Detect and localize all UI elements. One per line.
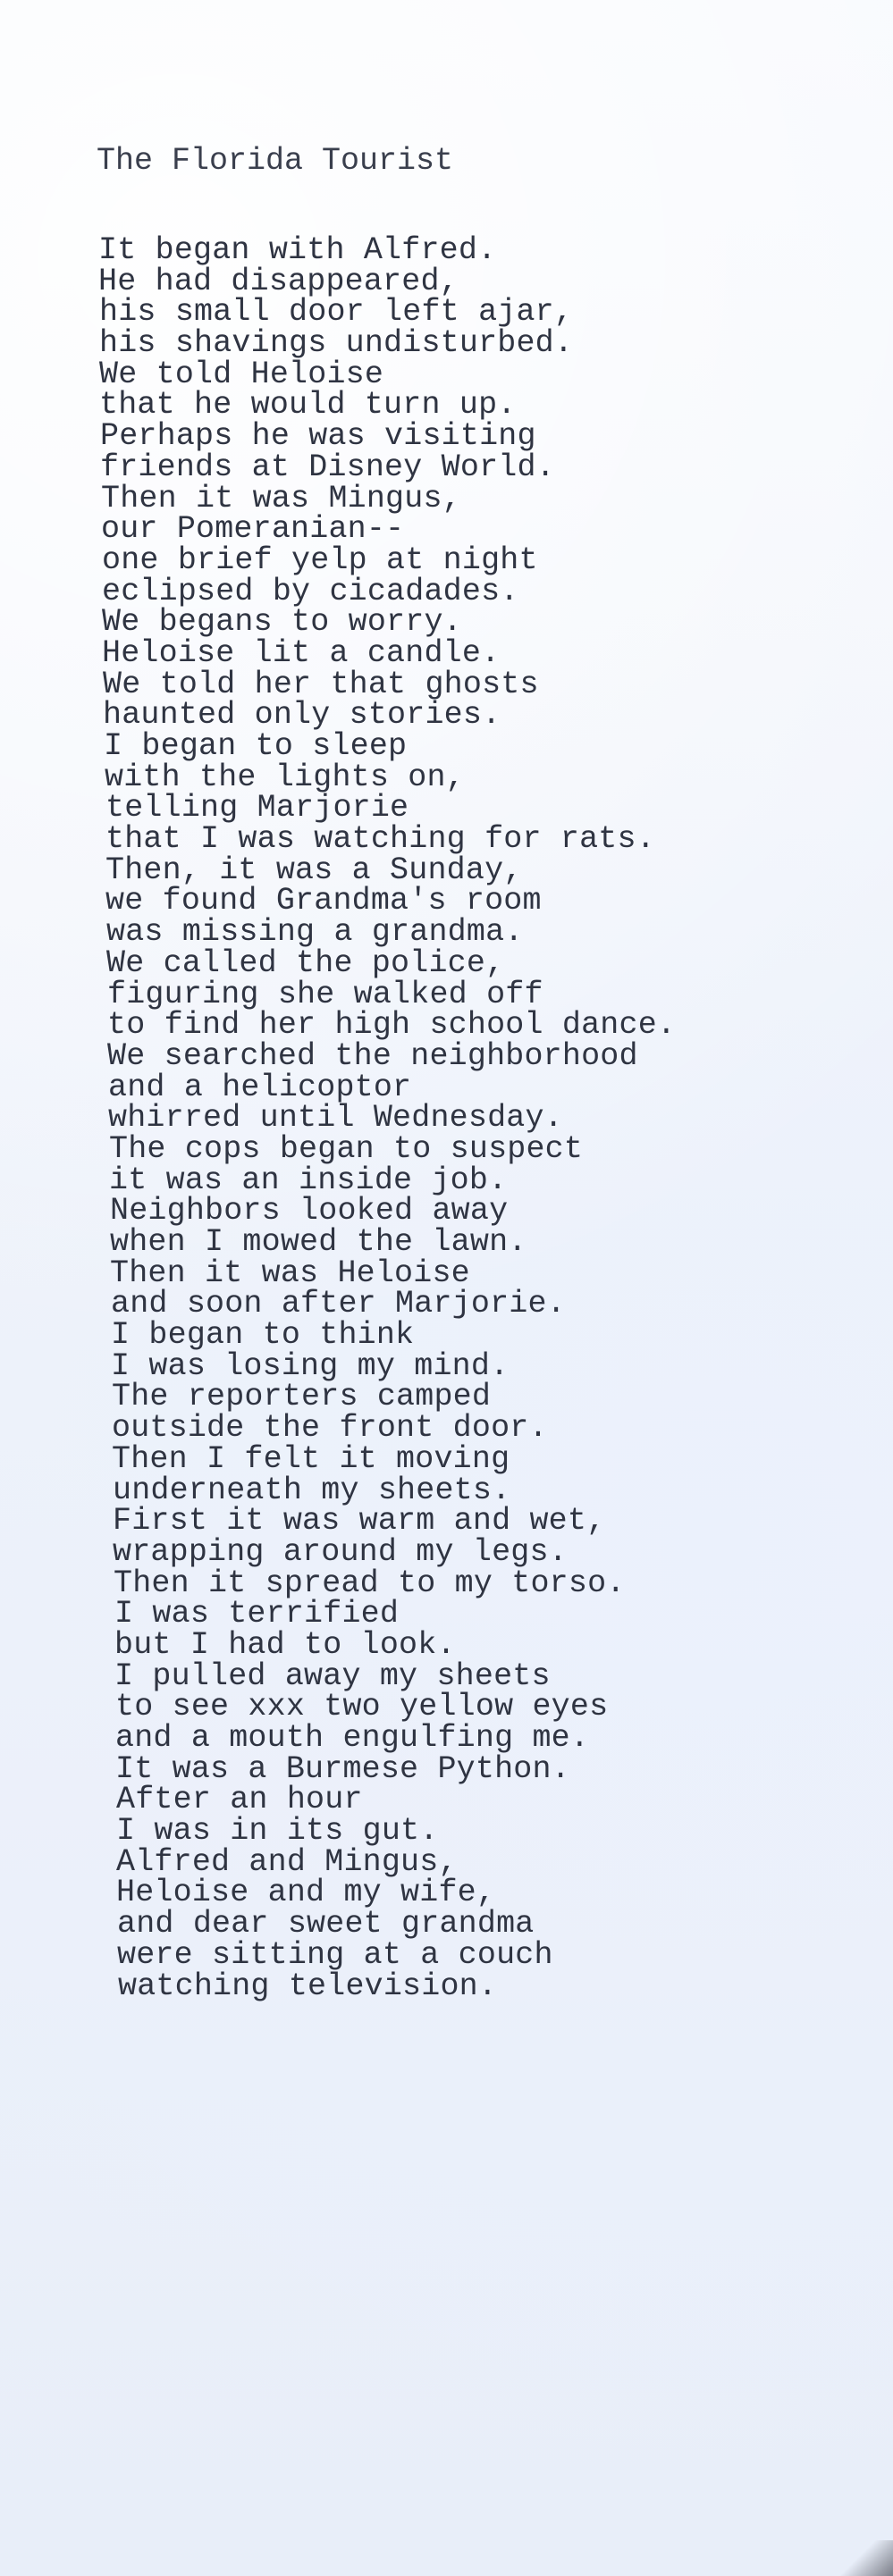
poem-line: Then I felt it moving	[112, 1440, 510, 1477]
poem-line: It was a Burmese Python.	[115, 1750, 570, 1787]
poem-line: Neighbors looked away	[110, 1193, 509, 1229]
poem-line: Then it was Mingus,	[101, 480, 461, 516]
poem-line: I began to think	[111, 1317, 415, 1354]
poem-body	[98, 232, 677, 2004]
poem-line: haunted only stories.	[103, 697, 501, 734]
poem-line: our Pomeranian--	[101, 511, 405, 548]
poem-line: with the lights on,	[105, 759, 465, 795]
poem-line: We told her that ghosts	[103, 666, 539, 702]
poem-line: friends at Disney World.	[100, 449, 555, 485]
poem-line: He had disappeared,	[98, 263, 459, 299]
poem-line: Perhaps he was visiting	[100, 418, 536, 455]
poem-line: when I mowed the lawn.	[110, 1224, 527, 1260]
poem-line: eclipsed by cicadades.	[102, 573, 519, 609]
poem-line: Then it spread to my torso.	[114, 1565, 626, 1601]
poem-line: I was in its gut.	[116, 1813, 439, 1850]
poem-line: It began with Alfred.	[98, 232, 497, 268]
poem-line: whirred until Wednesday.	[108, 1100, 563, 1137]
poem-line: we found Grandma's room	[105, 883, 542, 919]
poem-line: underneath my sheets.	[113, 1472, 511, 1508]
poem-line: We told Heloise	[99, 356, 384, 392]
poem-line: Heloise and my wife,	[116, 1875, 496, 1911]
poem-line: to find her high school dance.	[107, 1007, 677, 1044]
poem-line: one brief yelp at night	[102, 541, 538, 578]
poem-line: The reporters camped	[112, 1379, 492, 1415]
poem-line: Alfred and Mingus,	[116, 1843, 458, 1880]
poem-line: I began to sleep	[104, 728, 408, 764]
poem-line: but I had to look.	[114, 1626, 456, 1663]
poem-line: I was terrified	[114, 1596, 400, 1632]
poem-line: First it was warm and wet,	[113, 1503, 606, 1540]
poem-line: his small door left ajar,	[99, 294, 574, 331]
poem-line: that he would turn up.	[99, 387, 517, 424]
poem-line: I pulled away my sheets	[114, 1657, 551, 1694]
poem-line: We searched the neighborhood	[107, 1037, 638, 1074]
poem-line: that I was watching for rats.	[105, 821, 655, 858]
poem-line: figuring she walked off	[107, 976, 543, 1012]
poem-line: it was an inside job.	[109, 1162, 508, 1198]
poem-title: The Florida Tourist	[97, 143, 454, 179]
poem-line: his shavings undisturbed.	[99, 325, 574, 362]
poem-line: to see xxx two yellow eyes	[115, 1689, 609, 1725]
poem-line: We called the police,	[106, 944, 505, 981]
poem-line: The cops began to suspect	[109, 1130, 584, 1167]
poem-line: was missing a grandma.	[106, 914, 524, 951]
poem-line: outside the front door.	[112, 1410, 548, 1447]
poem-line: watching television.	[118, 1968, 498, 2004]
poem-line: wrapping around my legs.	[113, 1533, 568, 1570]
poem-line: I was losing my mind.	[111, 1347, 510, 1384]
poem-line: After an hour	[116, 1782, 363, 1818]
poem-line: and a mouth engulfing me.	[115, 1720, 590, 1756]
poem-line: were sitting at a couch	[117, 1936, 553, 1973]
poem-line: Then, it was a Sunday,	[105, 852, 523, 888]
poem-line: We begans to worry.	[102, 604, 462, 641]
poem-line: Then it was Heloise	[110, 1254, 470, 1291]
poem-line: and a helicoptor	[108, 1069, 412, 1105]
poem-line: telling Marjorie	[105, 790, 409, 827]
poem-line: and dear sweet grandma	[117, 1906, 535, 1942]
poem-line: Heloise lit a candle.	[102, 634, 501, 671]
poem-line: and soon after Marjorie.	[111, 1286, 566, 1322]
